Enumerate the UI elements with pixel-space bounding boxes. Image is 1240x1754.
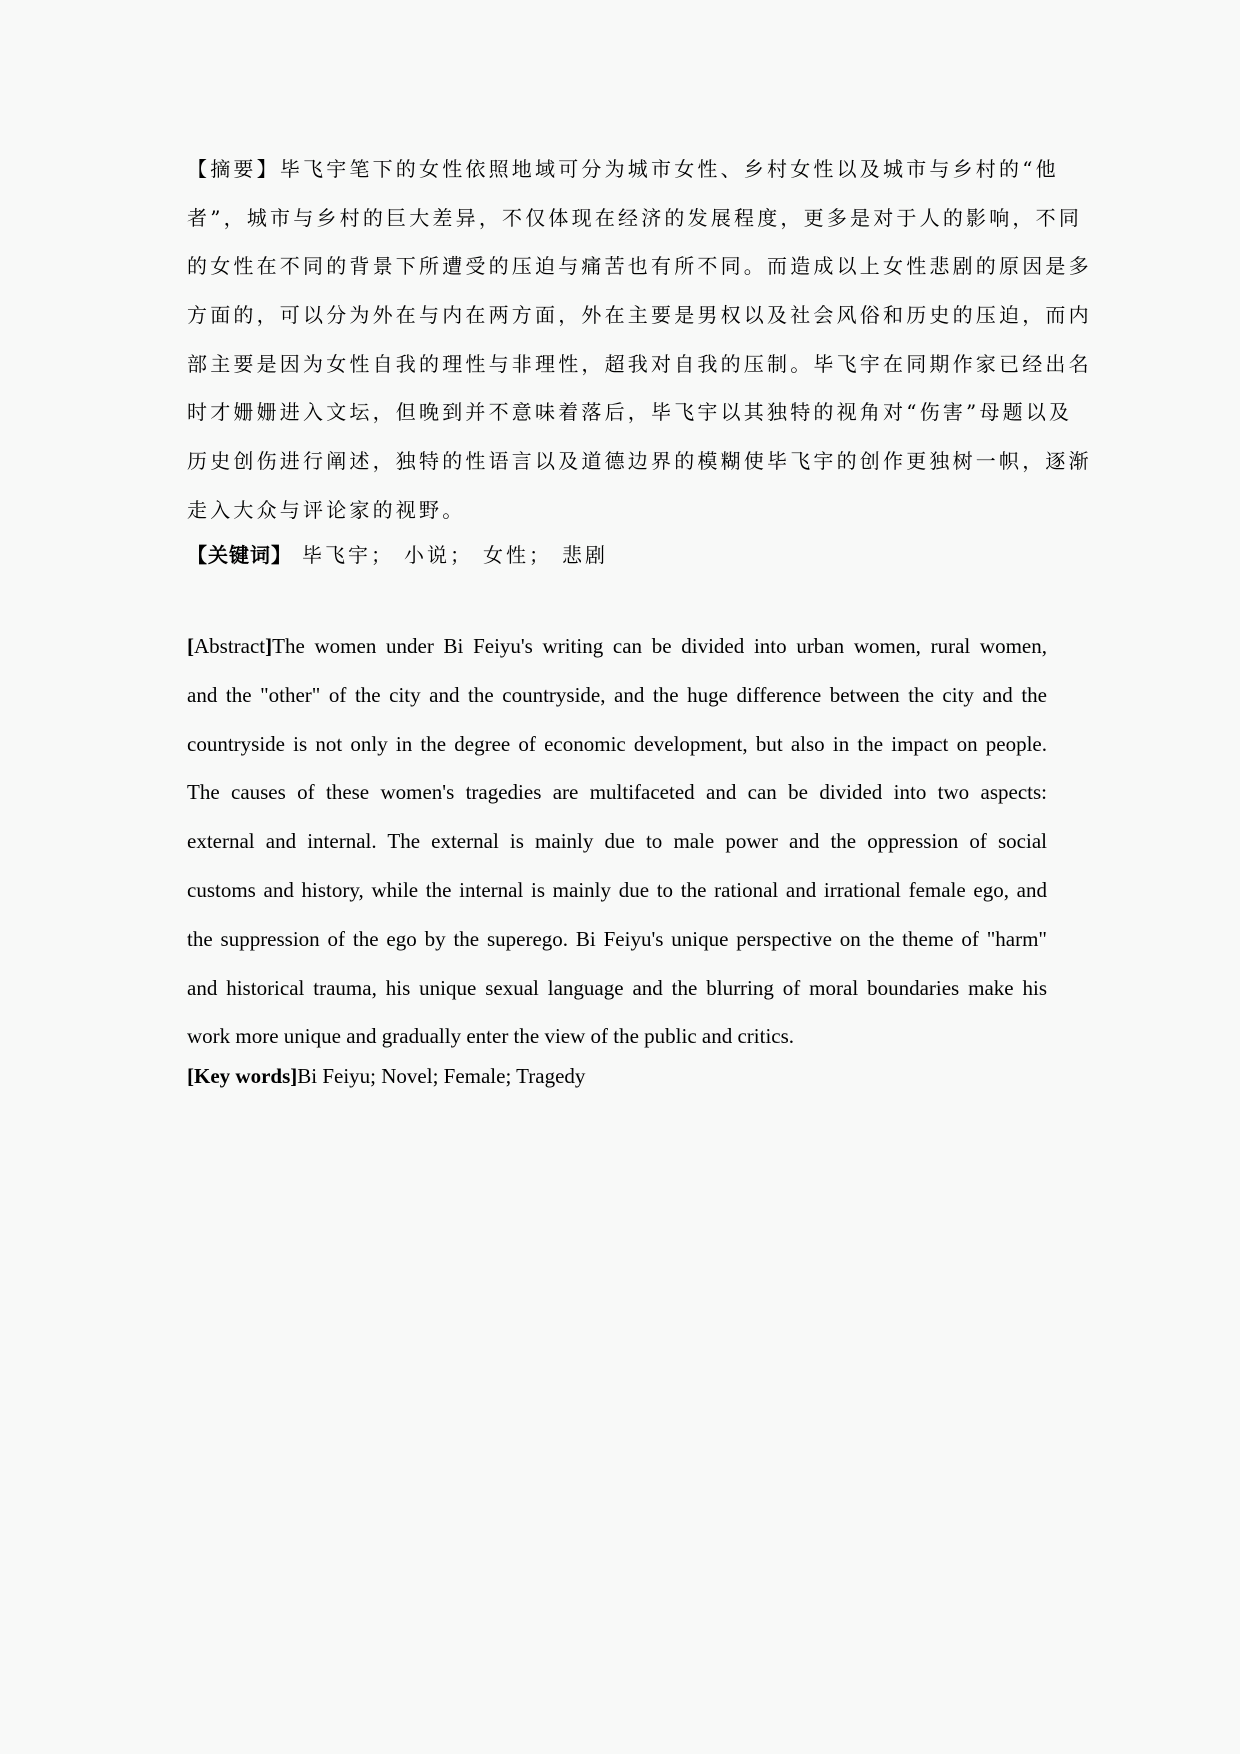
- chinese-keyword: 毕飞宇；: [302, 543, 394, 567]
- english-abstract-line: customs and history, while the internal is mainly due to the rational and irrational female ego, and: [187, 877, 1047, 902]
- chinese-abstract: [187, 145, 1092, 535]
- english-keywords-text: Bi Feiyu; Novel; Female; Tragedy: [297, 1064, 586, 1088]
- english-abstract-line: The causes of these women's tragedies are multifaceted and can be divided into two aspects:: [187, 780, 1047, 805]
- chinese-abstract-line: 【摘要】毕飞宇笔下的女性依照地域可分为城市女性、乡村女性以及城市与乡村的“他: [187, 157, 1059, 181]
- chinese-abstract-line: 走入大众与评论家的视野。: [187, 497, 466, 522]
- english-abstract-line: the suppression of the ego by the superego. Bi Feiyu's unique perspective on the theme of "harm": [187, 926, 1047, 951]
- english-abstract: [187, 622, 1047, 1061]
- chinese-keyword: 悲剧: [562, 543, 608, 567]
- english-keywords: [187, 1058, 1047, 1094]
- english-abstract-line: work more unique and gradually enter the view of the public and critics.: [187, 1024, 795, 1049]
- chinese-keyword: 女性；: [483, 543, 552, 567]
- chinese-abstract-line: 的女性在不同的背景下所遭受的压迫与痛苦也有所不同。而造成以上女性悲剧的原因是多: [187, 254, 1092, 279]
- chinese-keywords: [187, 535, 1047, 575]
- chinese-abstract-line: 者”，城市与乡村的巨大差异，不仅体现在经济的发展程度，更多是对于人的影响，不同: [187, 205, 1083, 230]
- chinese-abstract-line: 部主要是因为女性自我的理性与非理性，超我对自我的压制。毕飞宇在同期作家已经出名: [187, 351, 1092, 376]
- chinese-abstract-line: 历史创伤进行阐述，独特的性语言以及道德边界的模糊使毕飞宇的创作更独树一帜，逐渐: [187, 449, 1092, 474]
- english-abstract-label: Abstract: [194, 634, 266, 658]
- english-abstract-label-close: ]: [265, 634, 273, 658]
- chinese-keyword: 小说；: [404, 543, 473, 567]
- chinese-abstract-line: 时才姗姗进入文坛，但晚到并不意味着落后，毕飞宇以其独特的视角对“伤害”母题以及: [187, 400, 1073, 425]
- english-abstract-line: and the "other" of the city and the countryside, and the huge difference between the city and the: [187, 682, 1047, 707]
- english-abstract-line: countryside is not only in the degree of economic development, but also in the impact on people.: [187, 731, 1047, 756]
- chinese-abstract-line: 方面的，可以分为外在与内在两方面，外在主要是男权以及社会风俗和历史的压迫，而内: [187, 303, 1092, 328]
- english-abstract-line: [Abstract]The women under Bi Feiyu's writing can be divided into urban women, rural women,: [187, 634, 1047, 658]
- english-abstract-line: and historical trauma, his unique sexual language and the blurring of moral boundaries make his: [187, 975, 1047, 1000]
- chinese-keywords-label: 【关键词】: [187, 543, 292, 567]
- chinese-abstract-label: 【摘要】: [187, 157, 280, 181]
- english-keywords-label: [Key words]: [187, 1064, 298, 1088]
- english-abstract-line: external and internal. The external is mainly due to male power and the oppression of social: [187, 829, 1047, 854]
- english-abstract-label-open: [: [187, 634, 194, 658]
